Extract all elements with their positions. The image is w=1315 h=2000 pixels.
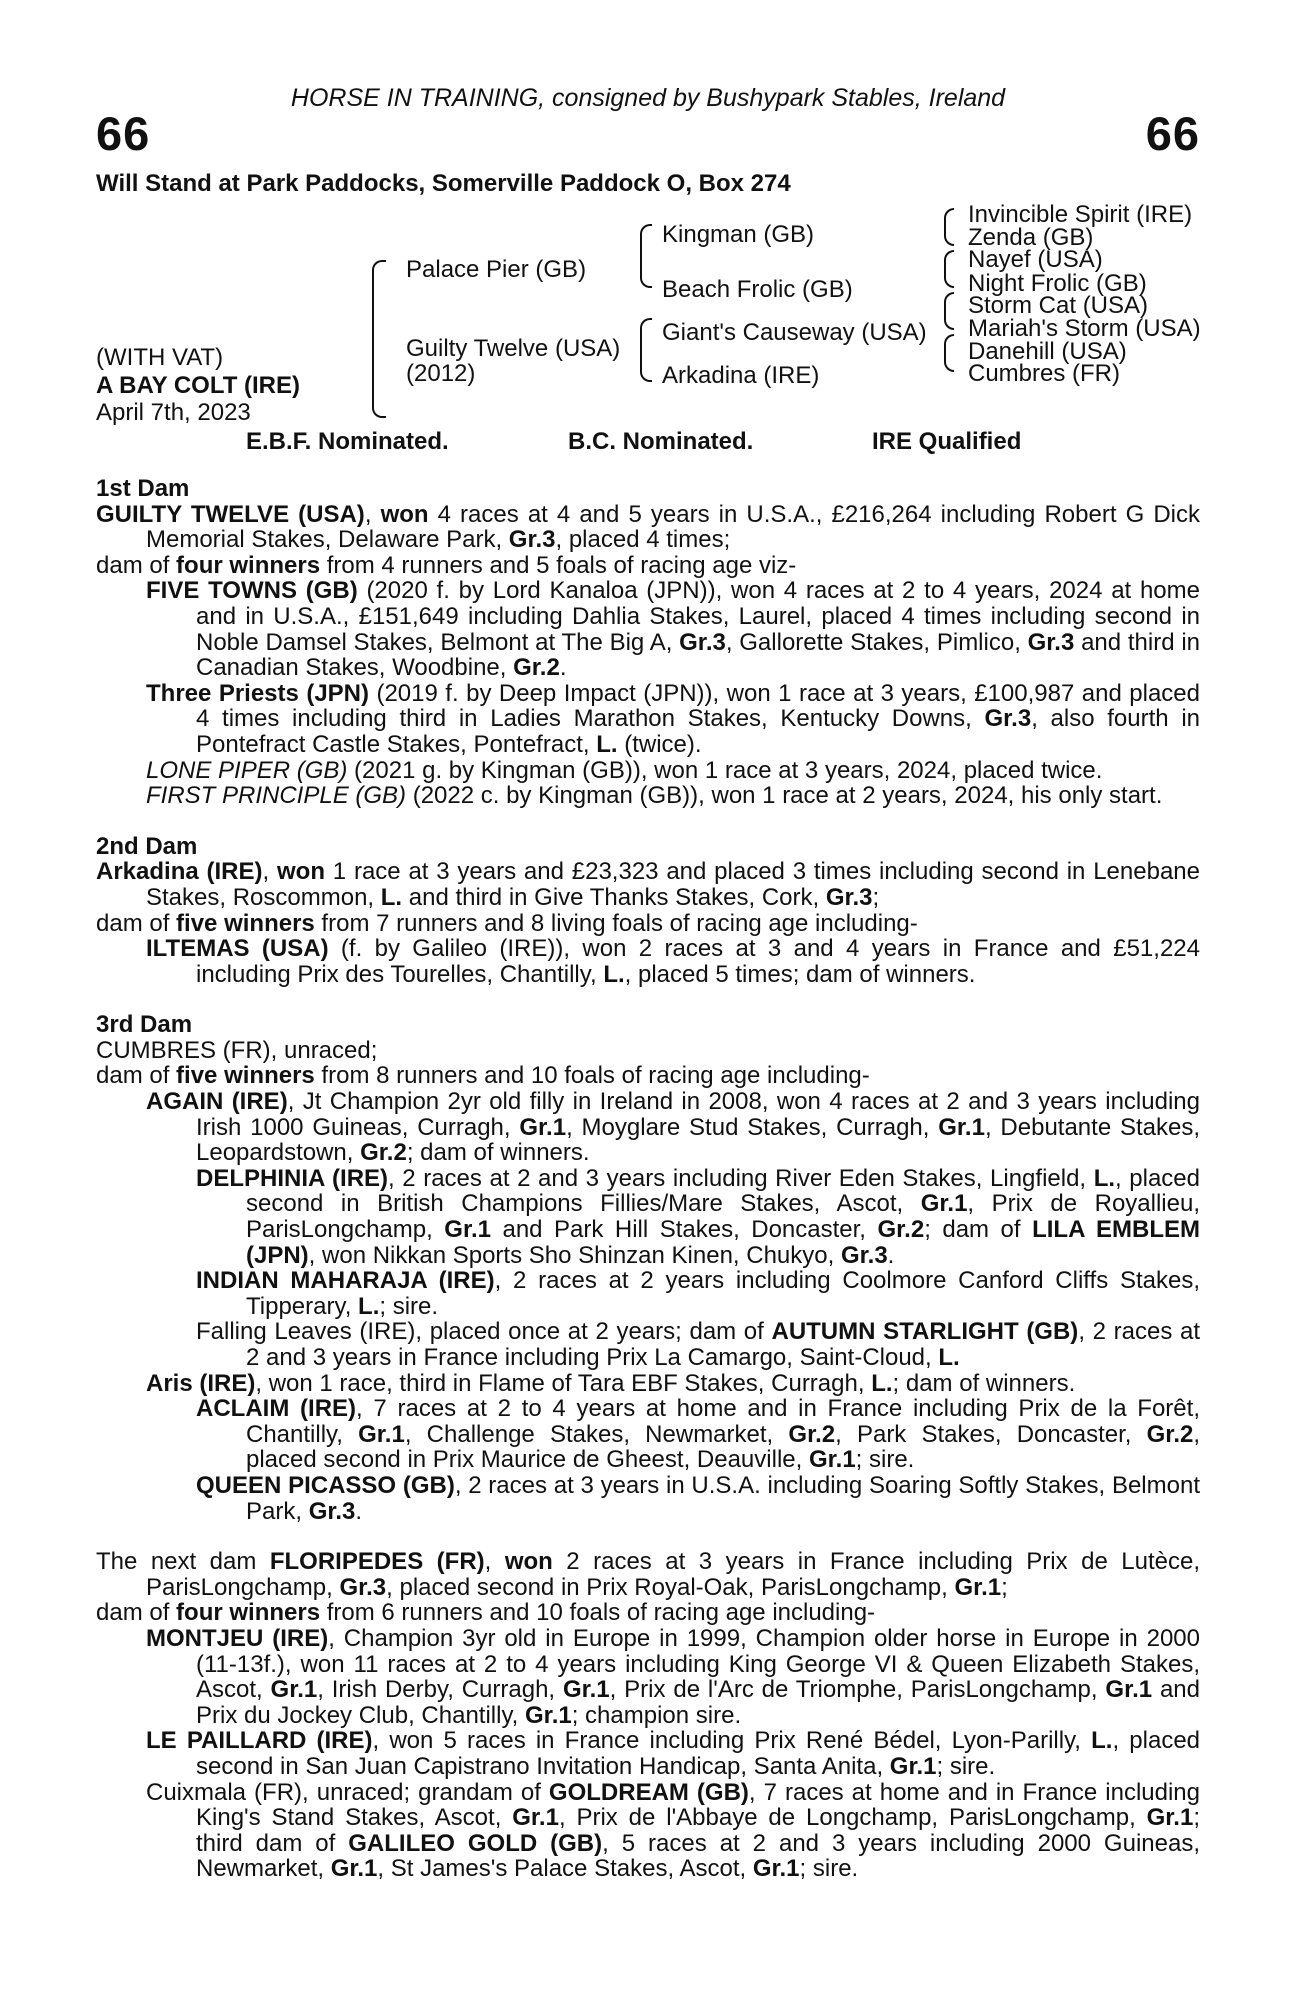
granddam-1: Zenda (GB): [968, 224, 1094, 251]
grandsire-3: Storm Cat (USA): [968, 292, 1149, 319]
grandsire-4: Danehill (USA): [968, 338, 1127, 365]
dam-year: (2012): [406, 360, 476, 387]
produce-entry: ACLAIM (IRE), 7 races at 2 to 4 years at home and in France including Prix de la Forêt, Chantilly, Gr.1, Challenge Stakes, Newmarket, Gr.2, Park Stakes, Doncaster, Gr.2, placed second in Prix Maurice de Gheest, Deauville, Gr.1; sire.: [196, 1395, 1201, 1474]
grandsire-1: Invincible Spirit (IRE): [968, 201, 1193, 228]
pedigree-bracket: [640, 224, 652, 288]
ebf-nomination: E.B.F. Nominated.: [246, 428, 449, 455]
dam-entry: CUMBRES (FR), unraced;: [96, 1036, 378, 1064]
produce-entry: FIRST PRINCIPLE (GB) (2022 c. by Kingman (GB)), won 1 race at 2 years, 2024, his only start.: [146, 782, 1163, 810]
produce-entry: Falling Leaves (IRE), placed once at 2 years; dam of AUTUMN STARLIGHT (GB), 2 races at 2 and 3 years in France including Prix La Camargo, Saint-Cloud, L.: [196, 1318, 1200, 1371]
produce-summary: dam of five winners from 7 runners and 8 living foals of racing age including-: [96, 909, 918, 937]
dam: Guilty Twelve (USA): [406, 335, 621, 362]
grandsire-2: Nayef (USA): [968, 246, 1103, 273]
produce-entry: FIVE TOWNS (GB) (2020 f. by Lord Kanaloa (JPN)), won 4 races at 2 to 4 years, 2024 at home and in U.S.A., £151,649 including Dahlia Stakes, Laurel, placed 4 times including second in Noble Damsel Stakes, Belmont at The Big A, Gr.3, Gallorette Stakes, Pimlico, Gr.3 and third in Canadian Stakes, Woodbine, Gr.2.: [146, 577, 1200, 682]
produce-entry: LONE PIPER (GB) (2021 g. by Kingman (GB)), won 1 race at 3 years, 2024, placed twice.: [146, 756, 1103, 784]
sire: Palace Pier (GB): [406, 256, 587, 283]
sire-dam: Beach Frolic (GB): [662, 276, 853, 303]
pedigree-bracket: [944, 292, 954, 330]
pedigree-bracket: [640, 318, 652, 382]
produce-entry: AGAIN (IRE), Jt Champion 2yr old filly in Ireland in 2008, won 4 races at 2 and 3 years including Irish 1000 Guineas, Curragh, Gr.1, Moyglare Stud Stakes, Curragh, Gr.1, Debutante Stakes, Leopardstown, Gr.2; dam of winners.: [146, 1088, 1201, 1167]
stand-location: Will Stand at Park Paddocks, Somerville Paddock O, Box 274: [96, 170, 791, 197]
pedigree-bracket: [372, 260, 386, 418]
pedigree-bracket: [944, 250, 954, 288]
consignment-line: HORSE IN TRAINING, consigned by Bushypark Stables, Ireland: [290, 84, 1006, 112]
section-heading: 2nd Dam: [96, 832, 198, 860]
granddam-3: Mariah's Storm (USA): [968, 315, 1201, 342]
produce-entry: Three Priests (JPN) (2019 f. by Deep Impact (JPN)), won 1 race at 3 years, £100,987 and placed 4 times including third in Ladies Marathon Stakes, Kentucky Downs, Gr.3, also fourth in Pontefract Castle Stakes, Pontefract, L. (twice).: [146, 679, 1200, 758]
dam-dam: Arkadina (IRE): [662, 362, 820, 389]
produce-entry: Cuixmala (FR), unraced; grandam of GOLDREAM (GB), 7 races at home and in France including King's Stand Stakes, Ascot, Gr.1, Prix de l'Abbaye de Longchamp, ParisLongchamp, Gr.1; third dam of GALILEO GOLD (GB), 5 races at 2 and 3 years including 2000 Guineas, Newmarket, Gr.1, St James's Palace Stakes, Ascot, Gr.1; sire.: [146, 1778, 1200, 1883]
produce-entry: QUEEN PICASSO (GB), 2 races at 3 years in U.S.A. including Soaring Softly Stakes, Belmont Park, Gr.3.: [196, 1471, 1200, 1525]
pedigree-bracket: [944, 208, 954, 246]
produce-entry: Aris (IRE), won 1 race, third in Flame of Tara EBF Stakes, Curragh, L.; dam of winners.: [146, 1369, 1076, 1397]
produce-entry: LE PAILLARD (IRE), won 5 races in France including Prix René Bédel, Lyon-Parilly, L., placed second in San Juan Capistrano Invitation Handicap, Santa Anita, Gr.1; sire.: [146, 1727, 1201, 1780]
produce-entry: MONTJEU (IRE), Champion 3yr old in Europe in 1999, Champion older horse in Europe in 2000 (11-13f.), won 11 races at 2 to 4 years including King George VI & Queen Elizabeth Stakes, Ascot, Gr.1, Irish Derby, Curragh, Gr.1, Prix de l'Arc de Triomphe, ParisLongchamp, Gr.1 and Prix du Jockey Club, Chantilly, Gr.1; champion sire.: [146, 1624, 1201, 1729]
produce-summary: dam of four winners from 6 runners and 10 foals of racing age including-: [96, 1599, 876, 1627]
lot-number-left: 66: [96, 107, 151, 160]
pedigree-bracket: [944, 334, 954, 372]
produce-entry: INDIAN MAHARAJA (IRE), 2 races at 2 years including Coolmore Canford Cliffs Stakes, Tipperary, L.; sire.: [196, 1267, 1200, 1320]
produce-entry: ILTEMAS (USA) (f. by Galileo (IRE)), won 2 races at 3 and 4 years in France and £51,224 including Prix des Tourelles, Chantilly, L., placed 5 times; dam of winners.: [146, 935, 1200, 988]
catalogue-body: [96, 476, 1200, 1882]
dam-entry: GUILTY TWELVE (USA), won 4 races at 4 and 5 years in U.S.A., £216,264 including Robert G Dick Memorial Stakes, Delaware Park, Gr.3, placed 4 times;: [96, 500, 1200, 554]
vat-note: (WITH VAT): [96, 344, 224, 371]
ire-qualified: IRE Qualified: [872, 428, 1022, 455]
granddam-4: Cumbres (FR): [968, 360, 1121, 387]
lot-number-right: 66: [1145, 107, 1200, 160]
dam-sire: Giant's Causeway (USA): [662, 319, 927, 346]
dam-entry: The next dam FLORIPEDES (FR), won 2 races at 3 years in France including Prix de Lutèce, ParisLongchamp, Gr.3, placed second in Prix Royal-Oak, ParisLongchamp, Gr.1;: [96, 1548, 1201, 1601]
dam-entry: Arkadina (IRE), won 1 race at 3 years and £23,323 and placed 3 times including second in Lenebane Stakes, Roscommon, L. and third in Give Thanks Stakes, Cork, Gr.3;: [96, 858, 1200, 911]
foaling-date: April 7th, 2023: [96, 399, 251, 426]
bc-nomination: B.C. Nominated.: [568, 428, 754, 455]
section-heading: 3rd Dam: [96, 1011, 193, 1039]
produce-summary: dam of four winners from 4 runners and 5 foals of racing age viz-: [96, 551, 797, 579]
produce-summary: dam of five winners from 8 runners and 10 foals of racing age including-: [96, 1062, 870, 1090]
produce-entry: DELPHINIA (IRE), 2 races at 2 and 3 years including River Eden Stakes, Lingfield, L., placed second in British Champions Fillies/Mare Stakes, Ascot, Gr.1, Prix de Royallieu, ParisLongchamp, Gr.1 and Park Hill Stakes, Doncaster, Gr.2; dam of LILA EMBLEM (JPN), won Nikkan Sports Sho Shinzan Kinen, Chukyo, Gr.3.: [196, 1164, 1201, 1269]
horse-name: A BAY COLT (IRE): [96, 372, 301, 399]
sire-sire: Kingman (GB): [662, 221, 815, 248]
granddam-2: Night Frolic (GB): [968, 270, 1147, 297]
section-heading: 1st Dam: [96, 475, 190, 502]
